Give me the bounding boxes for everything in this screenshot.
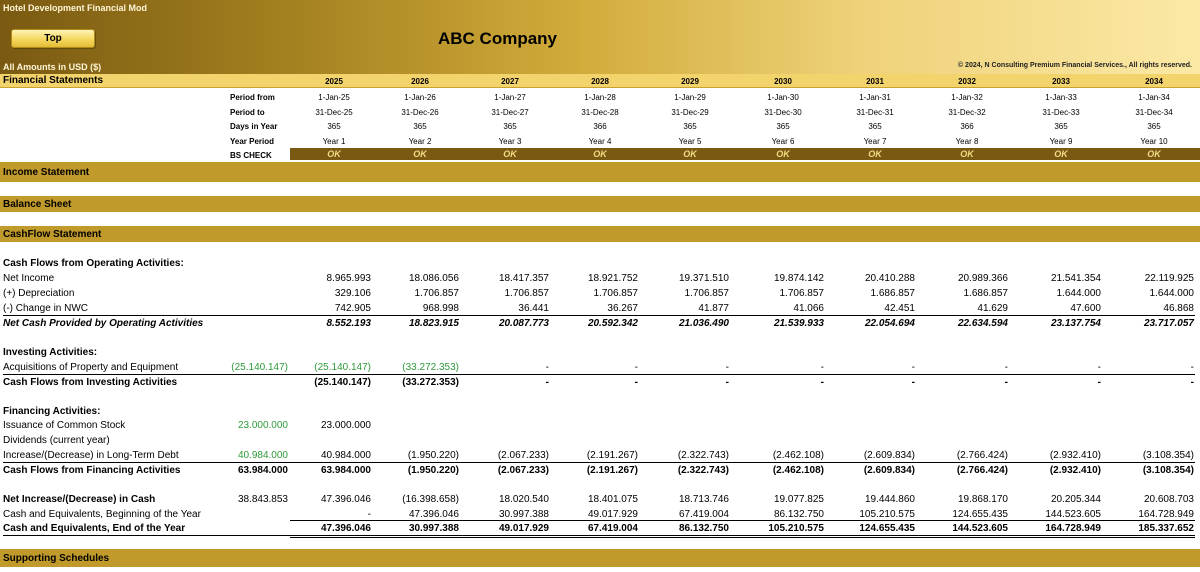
net-inc-value: 18.020.540 [498, 494, 549, 505]
nwc-change-label: (-) Change in NWC [3, 303, 89, 314]
net-income-value: 18.417.357 [498, 273, 549, 284]
stock-total: 23.000.000 [237, 420, 288, 431]
debt-value: (2.462.108) [772, 450, 824, 461]
period-days-cell: 365 [1147, 122, 1161, 131]
net-income-value: 19.874.142 [773, 273, 824, 284]
section-balance-sheet[interactable] [0, 196, 1200, 212]
copyright: © 2024, N Consulting Premium Financial Services., All rights reserved. [957, 62, 1192, 69]
depr-value: 1.644.000 [1149, 288, 1194, 299]
cf-fin-value: (2.609.834) [863, 465, 915, 476]
acq-value: (33.272.353) [402, 362, 459, 373]
net-op-value: 23.717.057 [1143, 318, 1194, 329]
app-title: Hotel Development Financial Mod [3, 3, 148, 13]
net-inc-value: 18.401.075 [587, 494, 638, 505]
cf-fin-value: (2.932.410) [1049, 465, 1101, 476]
year-header: 2031 [866, 77, 884, 86]
year-header: 2026 [411, 77, 429, 86]
cf-inv-value: (33.272.353) [402, 377, 459, 388]
period-to-cell: 31-Dec-34 [1135, 108, 1173, 117]
net-increase-total: 38.843.853 [237, 494, 288, 505]
debt-value: (2.191.267) [586, 450, 638, 461]
net-inc-value: 19.444.860 [864, 494, 915, 505]
acq-value: - [725, 362, 729, 373]
acq-value: - [634, 362, 638, 373]
beg-value: - [367, 509, 371, 520]
acq-value: - [1190, 362, 1194, 373]
cf-financing-label: Cash Flows from Financing Activities [3, 465, 181, 476]
bs-check-ok: OK [327, 149, 341, 159]
net-income-label: Net Income [3, 273, 55, 284]
net-inc-value: 47.396.046 [320, 494, 371, 505]
acquisitions-total: (25.140.147) [231, 362, 288, 373]
year-header: 2033 [1052, 77, 1070, 86]
net-op-value: 18.823.915 [408, 318, 459, 329]
financial-statements-label: Financial Statements [3, 75, 104, 86]
period-to-label: Period to [230, 108, 265, 117]
acq-value: - [911, 362, 915, 373]
acq-value: - [820, 362, 824, 373]
year-period-label: Year Period [230, 137, 275, 146]
year-header: 2030 [774, 77, 792, 86]
bs-check-ok: OK [683, 149, 697, 159]
section-cashflow-statement[interactable] [0, 226, 1200, 242]
rule [3, 315, 1195, 316]
period-days-cell: 365 [503, 122, 517, 131]
debt-value: (1.950.220) [407, 450, 459, 461]
period-to-cell: 31-Dec-29 [671, 108, 709, 117]
year-header: 2025 [325, 77, 343, 86]
period-to-cell: 31-Dec-28 [581, 108, 619, 117]
debt-value: (2.322.743) [677, 450, 729, 461]
bs-check-ok: OK [593, 149, 607, 159]
debt-total: 40.984.000 [237, 450, 288, 461]
period-to-cell: 31-Dec-25 [315, 108, 353, 117]
depr-value: 1.706.857 [684, 288, 729, 299]
bs-check-ok: OK [1147, 149, 1161, 159]
nwc-value: 742.905 [334, 303, 371, 314]
rule [3, 374, 1195, 375]
nwc-value: 47.600 [1070, 303, 1101, 314]
nwc-value: 41.629 [977, 303, 1008, 314]
net-inc-value: 19.868.170 [957, 494, 1008, 505]
period-days-cell: 366 [960, 122, 974, 131]
period-from-cell: 1-Jan-34 [1138, 93, 1170, 102]
period-from-cell: 1-Jan-32 [951, 93, 983, 102]
period-yp-cell: Year 5 [678, 137, 702, 146]
year-header: 2029 [681, 77, 699, 86]
nwc-value: 968.998 [422, 303, 459, 314]
end-value: 124.655.435 [859, 523, 915, 534]
cash-beginning-label: Cash and Equivalents, Beginning of the Year [3, 509, 201, 520]
rule [3, 535, 1195, 536]
currency-note: All Amounts in USD ($) [3, 62, 102, 72]
net-inc-value: 18.713.746 [678, 494, 729, 505]
period-from-cell: 1-Jan-27 [494, 93, 526, 102]
period-yp-cell: Year 8 [955, 137, 979, 146]
net-inc-value: 20.205.344 [1050, 494, 1101, 505]
top-button[interactable]: Top [11, 29, 95, 48]
end-value: 30.997.388 [408, 523, 459, 534]
net-op-value: 22.054.694 [864, 318, 915, 329]
period-yp-cell: Year 2 [408, 137, 432, 146]
section-label: Supporting Schedules [3, 553, 110, 564]
end-value: 67.419.004 [587, 523, 638, 534]
nwc-value: 36.267 [607, 303, 638, 314]
net-op-value: 22.634.594 [957, 318, 1008, 329]
net-income-value: 21.541.354 [1050, 273, 1101, 284]
period-to-cell: 31-Dec-33 [1042, 108, 1080, 117]
period-from-cell: 1-Jan-31 [859, 93, 891, 102]
bs-check-ok: OK [413, 149, 427, 159]
net-op-value: 21.036.490 [678, 318, 729, 329]
rule [290, 537, 1195, 538]
net-income-value: 20.989.366 [957, 273, 1008, 284]
period-to-cell: 31-Dec-27 [491, 108, 529, 117]
section-label: Balance Sheet [3, 199, 72, 210]
beg-value: 67.419.004 [678, 509, 729, 520]
acq-value: - [545, 362, 549, 373]
cf-investing-label: Cash Flows from Investing Activities [3, 377, 178, 388]
acq-value: - [1097, 362, 1101, 373]
company-name: ABC Company [438, 29, 558, 48]
period-from-cell: 1-Jan-26 [404, 93, 436, 102]
cf-inv-value: - [1004, 377, 1008, 388]
period-days-cell: 365 [413, 122, 427, 131]
stock-value: 23.000.000 [320, 420, 371, 431]
net-increase-label: Net Increase/(Decrease) in Cash [3, 494, 156, 505]
cash-end-label: Cash and Equivalents, End of the Year [3, 523, 186, 534]
nwc-value: 36.441 [518, 303, 549, 314]
stock-issuance-label: Issuance of Common Stock [3, 420, 126, 431]
period-to-cell: 31-Dec-32 [948, 108, 986, 117]
debt-value: (2.766.424) [956, 450, 1008, 461]
period-yp-cell: Year 1 [322, 137, 346, 146]
net-op-value: 8.552.193 [326, 318, 371, 329]
year-header: 2027 [501, 77, 519, 86]
bs-check-ok: OK [960, 149, 974, 159]
year-header: 2034 [1145, 77, 1163, 86]
net-op-value: 21.539.933 [773, 318, 824, 329]
net-inc-value: (16.398.658) [402, 494, 459, 505]
cf-inv-value: - [911, 377, 915, 388]
period-yp-cell: Year 3 [498, 137, 522, 146]
beg-value: 47.396.046 [408, 509, 459, 520]
cf-inv-value: - [634, 377, 638, 388]
cf-fin-value: (1.950.220) [407, 465, 459, 476]
acq-value: (25.140.147) [314, 362, 371, 373]
cf-inv-value: - [820, 377, 824, 388]
period-to-cell: 31-Dec-31 [856, 108, 894, 117]
period-days-cell: 366 [593, 122, 607, 131]
net-op-value: 20.592.342 [587, 318, 638, 329]
bs-check-label: BS CHECK [230, 151, 272, 160]
end-value: 105.210.575 [768, 523, 824, 534]
period-from-cell: 1-Jan-25 [318, 93, 350, 102]
period-yp-cell: Year 9 [1049, 137, 1073, 146]
net-income-value: 19.371.510 [678, 273, 729, 284]
debt-value: 40.984.000 [320, 450, 371, 461]
cf-inv-value: - [725, 377, 729, 388]
depr-value: 1.686.857 [963, 288, 1008, 299]
beg-value: 144.523.605 [1045, 509, 1101, 520]
debt-value: (3.108.354) [1142, 450, 1194, 461]
cf-financing-total: 63.984.000 [237, 465, 288, 476]
beg-value: 30.997.388 [498, 509, 549, 520]
bs-check-ok: OK [776, 149, 790, 159]
cf-fin-value: (2.766.424) [956, 465, 1008, 476]
net-inc-value: 20.608.703 [1143, 494, 1194, 505]
cf-fin-value: (2.322.743) [677, 465, 729, 476]
end-value: 144.523.605 [952, 523, 1008, 534]
net-income-value: 22.119.925 [1144, 273, 1194, 284]
period-days-cell: 365 [683, 122, 697, 131]
period-days-cell: 365 [868, 122, 882, 131]
rule [3, 462, 1195, 463]
end-value: 86.132.750 [678, 523, 729, 534]
period-yp-cell: Year 6 [771, 137, 795, 146]
cf-fin-value: (3.108.354) [1142, 465, 1194, 476]
nwc-value: 41.066 [793, 303, 824, 314]
period-to-cell: 31-Dec-26 [401, 108, 439, 117]
financing-activities-title: Financing Activities: [3, 406, 101, 417]
depr-value: 329.106 [334, 288, 371, 299]
bs-check-ok: OK [1054, 149, 1068, 159]
period-from-cell: 1-Jan-28 [584, 93, 616, 102]
beg-value: 164.728.949 [1138, 509, 1194, 520]
period-yp-cell: Year 7 [863, 137, 887, 146]
depr-value: 1.706.857 [779, 288, 824, 299]
beg-value: 105.210.575 [859, 509, 915, 520]
cf-fin-value: (2.067.233) [497, 465, 549, 476]
period-days-cell: 365 [1054, 122, 1068, 131]
cf-inv-value: - [1190, 377, 1194, 388]
section-label: Income Statement [3, 167, 90, 178]
section-label: CashFlow Statement [3, 229, 102, 240]
net-income-value: 18.921.752 [587, 273, 638, 284]
rule [290, 520, 1195, 521]
debt-value: (2.932.410) [1049, 450, 1101, 461]
depr-value: 1.686.857 [870, 288, 915, 299]
period-from-label: Period from [230, 93, 275, 102]
section-income-statement[interactable] [0, 162, 1200, 182]
operating-activities-title: Cash Flows from Operating Activities: [3, 258, 184, 269]
net-op-value: 20.087.773 [498, 318, 549, 329]
debt-change-label: Increase/(Decrease) in Long-Term Debt [3, 450, 179, 461]
cf-fin-value: (2.191.267) [586, 465, 638, 476]
cf-inv-value: - [545, 377, 549, 388]
period-to-cell: 31-Dec-30 [764, 108, 802, 117]
period-yp-cell: Year 10 [1140, 137, 1168, 146]
net-inc-value: 19.077.825 [773, 494, 824, 505]
end-value: 164.728.949 [1045, 523, 1101, 534]
debt-value: (2.067.233) [497, 450, 549, 461]
debt-value: (2.609.834) [863, 450, 915, 461]
acquisitions-label: Acquisitions of Property and Equipment [3, 362, 179, 373]
depr-value: 1.644.000 [1056, 288, 1101, 299]
cf-fin-value: (2.462.108) [772, 465, 824, 476]
year-header: 2028 [591, 77, 609, 86]
period-days-cell: 365 [776, 122, 790, 131]
beg-value: 86.132.750 [773, 509, 824, 520]
cf-fin-value: 63.984.000 [320, 465, 371, 476]
period-from-cell: 1-Jan-29 [674, 93, 706, 102]
beg-value: 49.017.929 [587, 509, 638, 520]
nwc-value: 42.451 [884, 303, 915, 314]
depr-value: 1.706.857 [414, 288, 459, 299]
period-from-cell: 1-Jan-30 [767, 93, 799, 102]
dividends-label: Dividends (current year) [3, 435, 110, 446]
year-header: 2032 [958, 77, 976, 86]
section-supporting-schedules[interactable] [0, 549, 1200, 567]
depreciation-label: (+) Depreciation [3, 288, 75, 299]
period-days-cell: 365 [327, 122, 341, 131]
bs-check-ok: OK [868, 149, 882, 159]
cf-inv-value: (25.140.147) [314, 377, 371, 388]
days-in-year-label: Days in Year [230, 122, 278, 131]
net-income-value: 20.410.288 [864, 273, 915, 284]
period-yp-cell: Year 4 [588, 137, 612, 146]
net-operating-label: Net Cash Provided by Operating Activities [3, 318, 204, 329]
net-income-value: 18.086.056 [408, 273, 459, 284]
net-op-value: 23.137.754 [1050, 318, 1101, 329]
cf-inv-value: - [1097, 377, 1101, 388]
acq-value: - [1004, 362, 1008, 373]
end-value: 185.337.652 [1138, 523, 1194, 534]
period-from-cell: 1-Jan-33 [1045, 93, 1077, 102]
end-value: 47.396.046 [320, 523, 371, 534]
bs-check-ok: OK [503, 149, 517, 159]
beg-value: 124.655.435 [952, 509, 1008, 520]
depr-value: 1.706.857 [593, 288, 638, 299]
net-income-value: 8.965.993 [326, 273, 371, 284]
nwc-value: 46.868 [1163, 303, 1194, 314]
depr-value: 1.706.857 [504, 288, 549, 299]
end-value: 49.017.929 [498, 523, 549, 534]
nwc-value: 41.877 [698, 303, 729, 314]
investing-activities-title: Investing Activities: [3, 347, 98, 358]
